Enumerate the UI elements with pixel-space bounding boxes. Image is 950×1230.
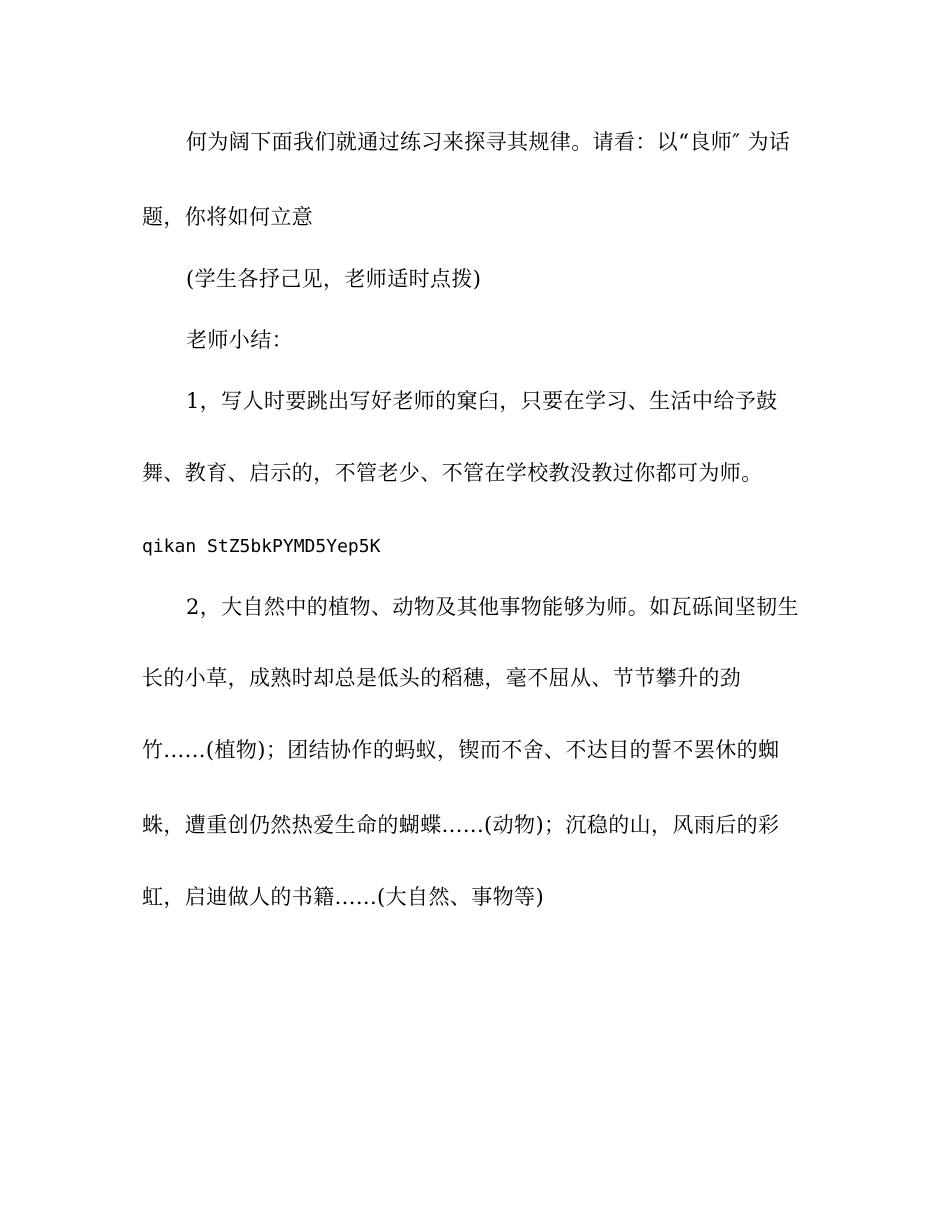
paragraph-line-5: 1，写人时要跳出写好老师的窠臼，只要在学习、生活中给予鼓 — [186, 389, 778, 413]
paragraph-line-1: 何为阔下面我们就通过练习来探寻其规律。请看：以“良师″ 为话 — [186, 130, 791, 154]
paragraph-line-12: 虹，启迪做人的书籍......(大自然、事物等) — [142, 885, 545, 909]
paragraph-line-11: 蛛，遭重创仍然热爱生命的蝴蝶......(动物)；沉稳的山，风雨后的彩 — [142, 813, 780, 837]
paragraph-line-6: 舞、教育、启示的，不管老少、不管在学校教没教过你都可为师。 — [142, 461, 763, 485]
paragraph-line-8: 2，大自然中的植物、动物及其他事物能够为师。如瓦砾间坚韧生 — [186, 595, 799, 619]
paragraph-line-10: 竹......(植物)；团结协作的蚂蚁，锲而不舍、不达目的誓不罢休的蜘 — [142, 738, 780, 762]
code-line: qikan StZ5bkPYMD5Yep5K — [142, 536, 381, 557]
paragraph-line-9: 长的小草，成熟时却总是低头的稻穗，毫不屈从、节节攀升的劲 — [142, 666, 742, 690]
paragraph-line-2: 题，你将如何立意 — [142, 205, 314, 229]
paragraph-line-4: 老师小结： — [186, 328, 293, 352]
paragraph-line-3: (学生各抒己见，老师适时点拨) — [186, 267, 482, 291]
